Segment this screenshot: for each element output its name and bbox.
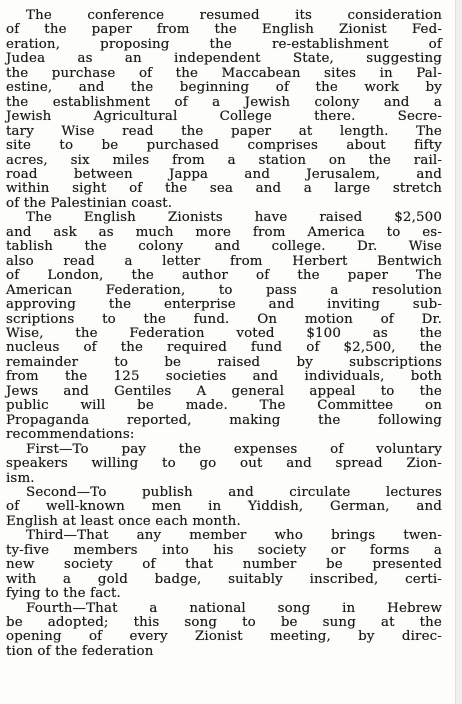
text-line: within sight of the sea and a large stretch [6, 181, 442, 197]
text-line: site to be purchased comprises about fifty [6, 138, 442, 154]
text-line: Wise, the Federation voted $100 as the [6, 325, 442, 341]
text-line: approving the enterprise and inviting sub- [6, 297, 442, 313]
text-line: estine, and the beginning of the work by [6, 80, 442, 96]
text-line: eration, proposing the re-establishment of [6, 36, 442, 52]
recommendation-second [6, 486, 442, 529]
text-line: scriptions to the fund. On motion of Dr. [6, 311, 442, 327]
paragraph-conference [6, 9, 442, 211]
text-line: tablish the colony and college. Dr. Wise [6, 239, 442, 255]
recommendation-first [6, 443, 442, 486]
text-line: tion of the federation [6, 643, 154, 659]
text-line: the purchase of the Maccabean sites in Pal- [6, 65, 442, 81]
text-line: Jewish Agricultural College there. Secre- [6, 109, 442, 125]
text-line: The conference resumed its consideration [26, 8, 442, 23]
text-line: with a gold badge, suitably inscribed, certi- [6, 571, 442, 587]
text-line: recommendations: [6, 427, 135, 443]
text-line: tary Wise read the paper at length. The [6, 123, 442, 139]
text-line: American Federation, to pass a resolution [6, 282, 442, 298]
text-line: remainder to be raised by subscriptions [6, 354, 442, 370]
text-line: of the paper from the English Zionist Fed- [6, 22, 442, 38]
article-column [6, 9, 442, 659]
recommendation-third [6, 529, 442, 601]
text-line: road between Jappa and Jerusalem, and [6, 166, 442, 182]
text-line: be adopted; this song to be sung at the [6, 615, 442, 631]
page-edge [455, 0, 462, 704]
text-line: acres, six miles from a station on the rail- [6, 152, 442, 168]
text-line: opening of every Zionist meeting, by direc- [6, 629, 442, 645]
text-line: The English Zionists have raised $2,500 [26, 210, 442, 226]
text-line: public will be made. The Committee on [6, 398, 442, 414]
text-line: nucleus of the required fund of $2,500, the [6, 340, 442, 356]
paragraph-english-zionists [6, 211, 442, 442]
text-line: Third—That any member who brings twen- [26, 528, 442, 544]
text-line: ism. [6, 470, 35, 486]
text-line: of well-known men in Yiddish, German, and [6, 499, 442, 515]
text-line: Second—To publish and circulate lectures [26, 484, 442, 500]
text-line: fying to the fact. [6, 586, 121, 602]
text-line: First—To pay the expenses of voluntary [26, 441, 442, 457]
text-line: the establishment of a Jewish colony and a [6, 94, 442, 110]
text-line: Propaganda reported, making the following [6, 412, 442, 428]
text-line: from the 125 societies and individuals, both [6, 369, 442, 385]
text-line: speakers willing to go out and spread Zion- [6, 456, 442, 472]
text-line: of London, the author of the paper The [6, 268, 442, 284]
text-line: of the Palestinian coast. [6, 195, 173, 211]
text-line: new society of that number be presented [6, 557, 442, 573]
text-line: English at least once each month. [6, 513, 241, 529]
text-line: also read a letter from Herbert Bentwich [6, 253, 442, 269]
text-line: Fourth—That a national song in Hebrew [26, 600, 442, 616]
text-line: ty-five members into his society or forms a [6, 542, 442, 558]
text-line: and ask as much more from America to es- [6, 224, 442, 240]
text-line: Jews and Gentiles A general appeal to the [6, 383, 442, 399]
text-line: Judea as an independent State, suggesting [6, 51, 442, 67]
recommendation-fourth [6, 602, 442, 660]
